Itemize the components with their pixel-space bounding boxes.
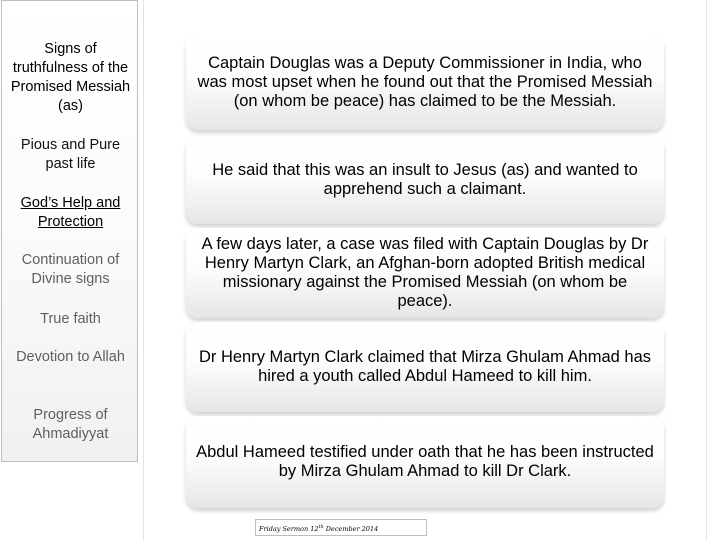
content-box-4-text: Dr Henry Martyn Clark claimed that Mirza Ghulam Ahmad has hired a youth called Abdul Hameed to kill him. — [198, 348, 652, 385]
sidebar-item-gods-help[interactable]: God’s Help and Protection — [20, 195, 121, 230]
content-box-1 — [186, 35, 664, 130]
content-box-5-text: Abdul Hameed testified under oath that he has been instructed by Mirza Ghulam Ahmad to kill Dr Clark. — [196, 443, 654, 480]
content-box-3-text: A few days later, a case was filed with Captain Douglas by Dr Henry Martyn Clark, an Afghan-born adopted British medical missionary against the Promised Messiah (on whom be peace). — [201, 235, 649, 310]
content-box-5 — [186, 416, 664, 508]
frame-line-right — [706, 0, 707, 540]
sidebar-item-true-faith[interactable]: True faith — [40, 311, 101, 327]
frame-line-left — [143, 0, 144, 540]
content-box-4 — [186, 322, 664, 412]
content-box-3 — [186, 228, 664, 318]
sidebar-item-devotion[interactable]: Devotion to Allah — [16, 349, 125, 365]
footer-suffix: December 2014 — [323, 525, 379, 534]
sidebar-title: Signs of truthfulness of the Promised Messiah (as) — [10, 41, 131, 114]
content-box-1-text: Captain Douglas was a Deputy Commissioner in India, who was most upset when he found out that the Promised Messiah (on whom be peace) has claimed to be the Messiah. — [197, 54, 653, 110]
sidebar-item-progress[interactable]: Progress of Ahmadiyyat — [32, 407, 109, 442]
content-box-2 — [186, 136, 664, 224]
footer-prefix: Friday Sermon 12 — [259, 525, 319, 534]
footer-sermon-label — [255, 519, 427, 536]
content-box-2-text: He said that this was an insult to Jesus (as) and wanted to apprehend such a claimant. — [212, 161, 638, 198]
sidebar-item-divine-signs[interactable]: Continuation of Divine signs — [21, 252, 120, 287]
sidebar-panel — [1, 0, 138, 462]
footer-ordinal: th — [318, 524, 324, 530]
sidebar-item-pious-past-life[interactable]: Pious and Pure past life — [20, 137, 121, 172]
